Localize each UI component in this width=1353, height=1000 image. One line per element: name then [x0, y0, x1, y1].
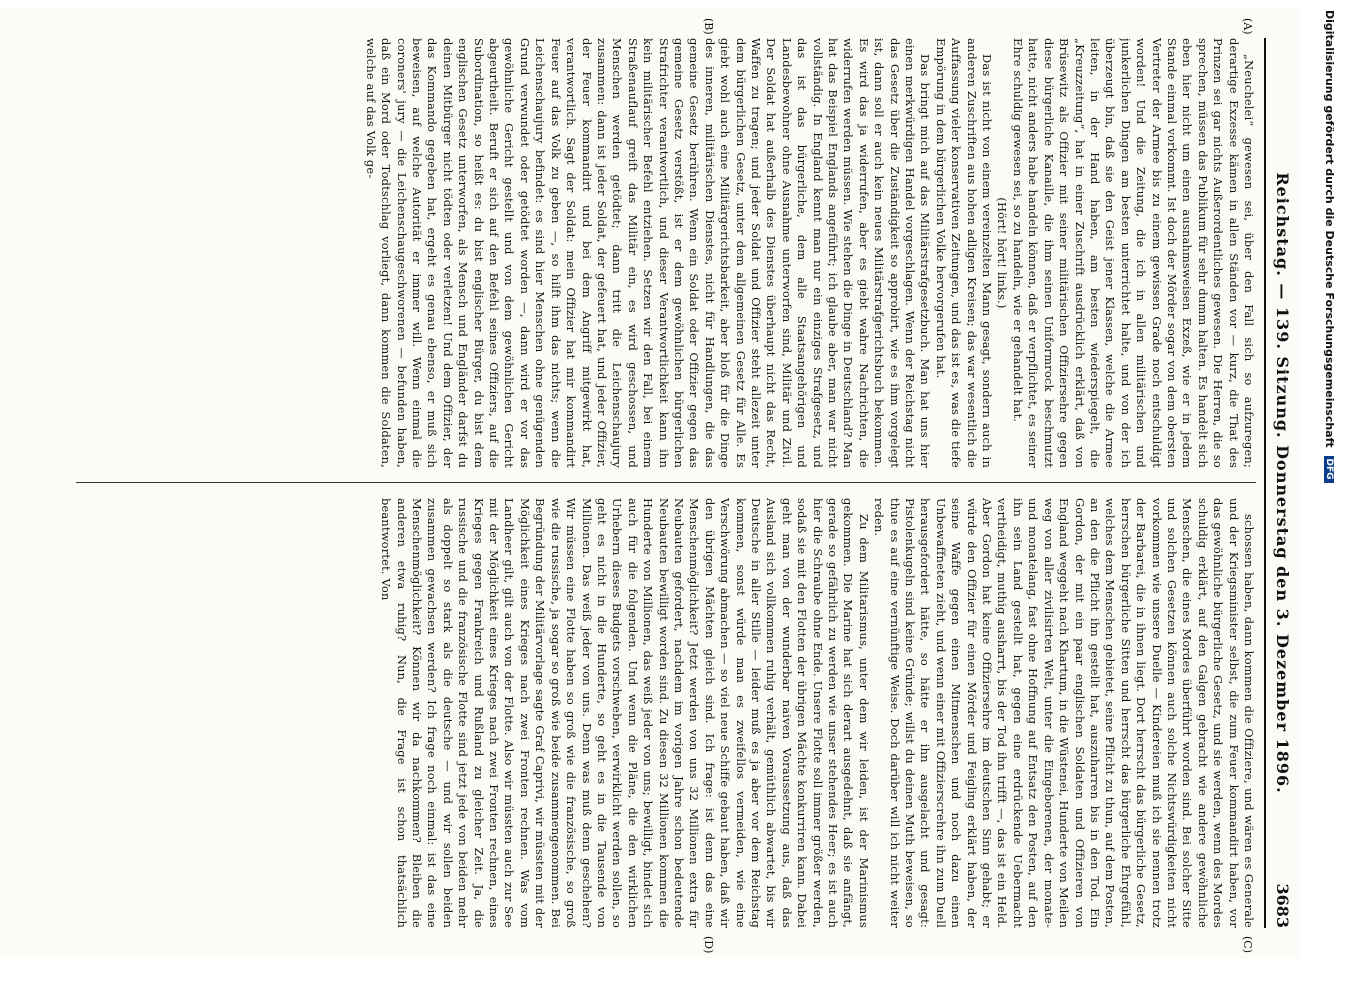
- left-column: [76, 38, 1256, 468]
- digitization-text: Digitalisierung gefördert durch die Deutsche Forschungsgemeinschaft: [1323, 10, 1336, 448]
- paragraph: „Neuchelei“ gewesen sei, über den Fall sich so aufzuregen; derartige Exzesse kämen in allen Ständen vor — kurz, die That des Prinzen sei gar nichts Außerordentliches gewesen. Die Herren, die so sprechen, müssen das Publikum für sehr dumm halten. Es handelt sich eben hier nicht um einen ausnahmsweisen Exzeß, wie er in jedem Stande einmal vorkommt. Ist doch der Mörder sogar von dem obersten Vertreter der Armee bis zu einem gewissen Grade noch entschuldigt worden! Und die Zeitung, die ich in allen militärischen und junkerlichen Dingen am besten unterrichtet halte, und von der ich überzeugt bin, daß sie den Geist jener Klassen, welche die Armee leiten, in der Hand haben, am besten wiederspiegelt, die „Kreuzzeitung“, hat in einer Zuschrift ausdrücklich erklärt, daß von Brüsewitz als Offizier mit seiner militärischen Offiziersehre gegen diese bürgerliche Kanaille, die ihm seinen Uniformrock beschmutzt hatte, nicht anders habe handeln können, daß er verpflichtet, es seiner Ehre schuldig gewesen sei, so zu handeln, wie er gehandelt hat.: [1010, 38, 1256, 468]
- margin-marker-d: (D): [702, 936, 715, 954]
- column-divider: [76, 482, 1256, 483]
- page-title: Reichstag. — 139. Sitzung. Donnerstag den 3. Dezember 1896.: [1273, 172, 1292, 794]
- page-header: [1262, 38, 1292, 928]
- paragraph: Das ist nicht von einem vereinzelten Mann gesagt, sondern auch in anderen Zuschriften aus hohen adligen Kreisen; das war wesentlich die Auffassung vieler konservativen Zeitungen, und das ist es, was die tiefe Empörung in dem bürgerlichen Volke hervorgerufen hat.: [933, 38, 995, 468]
- margin-marker-b: (B): [702, 18, 715, 35]
- digitization-note: [1322, 10, 1336, 990]
- right-column: [76, 498, 1256, 928]
- dfg-logo: DFG: [1324, 456, 1334, 483]
- interjection: (Hört! hört! links.): [995, 197, 1010, 309]
- paragraph: Das bringt mich auf das Militärstrafgesetzbuch. Man hat uns hier einen merkwürdigen Handel vorgeschlagen. Wenn der Reichstag nicht das Gesetz über die Zuständigkeit so approbirt, wie es ihm vorgelegt ist, dann soll er auch kein neues Militärstrafgerichtsbuch bekommen. Es wird das ja widerrufen, aber es giebt wahre Nachrichten, die widerrufen werden müssen. Wie stehen die Dinge in Deutschland? Man hat das Beispiel Englands angeführt; ich glaube aber, man war nicht vollständig. In England kennt man nur ein einziges Strafgesetz, und das ist das bürgerliche, dem alle Staatsangehörigen und Landesbewohner ohne Ausnahme unterworfen sind, Militär und Zivil. Der Soldat hat außerhalb des Dienstes überhaupt nicht das Recht, Waffen zu tragen; und jeder Soldat und Offizier steht allezeit unter dem bürgerlichen Gesetz, unter dem allgemeinen Gesetz für Alle. Es giebt wohl auch eine Militärgerichtsbarkeit, aber bloß für die Dinge des inneren, militärischen Dienstes, nicht für Handlungen, die das gemeine Gesetz berühren. Wenn ein Soldat oder Offizier gegen das gemeine Gesetz verstößt, ist er dem gewöhnlichen bürgerlichen Strafrichter verantwortlich, und dieser Verantwortlichkeit kann ihn kein militärischer Befehl entziehen. Setzen wir den Fall, bei einem Straßenauflauf greift das Militär ein, es wird geschossen, und Menschen werden getödtet; dann tritt die Leichenschaujury zusammen: dann ist jeder Soldat, der gefeuert hat, und jeder Offizier, der Feuer kommandirt und bei dem Angriff mitgewirkt hat, verantwortlich. Sagt der Soldat: mein Offizier hat mir kommandirt Feuer auf das Volk zu geben —, so hilft ihm das nichts; wenn die Leichenschaujury befindet: es sind hier Menschen ohne genügenden Grund verwundet oder getödtet worden —, dann wird er vor das gewöhnliche Gericht gestellt und von dem gewöhnlichen Gericht abgeurtheilt. Beruft er sich auf den Befehl seines Offiziers, auf die Subordination, so heißt es: du bist englischer Bürger, du bist dem englischen Gesetz unterworfen, als Mensch und Engländer darfst du deinen Mitbürger nicht tödten oder verletzen! Und dem Offizier, der das Kommando gegeben hat, ergeht es genau ebenso, er muß sich beweisen, auf welche Autorität er immer will. Wenn einmal die coroners' jury — die Leichenschaugeschworenen — befunden haben, daß ein Mord oder Todtschlag vorliegt, dann kommen die Soldaten, welche auf das Volk ge-: [363, 38, 933, 468]
- margin-marker-c: (C): [1241, 936, 1254, 953]
- paragraph: schossen haben, dann kommen die Offiziere, und wären es Generale und der Kriegsminister selbst, die zum Feuer kommandirt haben, vor das gewöhnliche bürgerliche Gesetz, und sie werden, wenn des Mordes schuldig erklärt, auf den Galgen gebracht wie andere gewöhnliche Menschen, die eines Mordes überführt worden sind. Bei solcher Sitte und solchen Gesetzen können auch solche Nichtswürdigkeiten nicht vorkommen wie unsere Duelle — Kindereien muß ich sie nennen trotz der Barbarei, die in ihnen liegt. Dort herrscht das bürgerliche Gesetz, herrschen bürgerliche Sitten und herrscht das bürgerliche Ehrgefühl, welches dem Menschen gebietet, seine Pflicht zu thun, auf dem Posten, an den die Pflicht ihn gestellt hat, auszuharren bis in den Tod. Ein Gordon, der mit ein paar englischen Soldaten und Offizieren von England weggeht nach Khartum, in die Wüstenei, Hunderte von Meilen weg von aller zivilisirten Welt, unter die Eingeborenen, der monate- und monatelang, fast ohne Hoffnung auf Entsatz den Posten, auf den ihn sein Land gestellt hat, gegen eine erdrückende Uebermacht vertheidigt, muthig ausharrt, bis der Tod ihn trifft —, das ist ein Held. Aber Gordon hat keine Offiziersehre im deutschen Sinn gehabt; er würde den Offizier für einen Mörder und Feigling erklärt haben, der seine Waffe gegen einen Mitmenschen und noch dazu einen Unbewaffneten zieht, und wenn einer mit Offizierscrehre ihn zum Duell herausgefordert hätte, so hätte er ihn ausgelacht und gesagt: Pistolenkugeln sind keine Gründe; willst du deinen Muth beweisen, so thue es auf eine vernünftige Weise. Doch darüber will ich nicht weiter reden.: [872, 498, 1256, 928]
- scanned-page: [0, 8, 1300, 958]
- header-rule: [1264, 38, 1266, 928]
- paragraph: Zu dem Militarismus, unter dem wir leiden, ist der Marinismus gekommen. Die Marine hat sich derart ausgedehnt, daß sie anfängt, gerade so gefährlich zu werden wie unser stehendes Heer; es ist auch hier die Schraube ohne Ende. Unsere Flotte soll immer größer werden, sodaß sie mit den Flotten der übrigen Mächte konkurriren kann. Dabei geht man von der wunderbar naiven Voraussetzung aus, daß das Ausland sich vollkommen ruhig verhält, gemüthlich abwartet, bis wir Deutsche in aller Stille — leider muß es ja aber vor dem Reichstag kommen, sonst würde man es zweifellos vermeiden, wie eine Verschwörung abmachen — so viel neue Schiffe gebaut haben, daß wir den übrigen Mächten gleich sind. Ich frage: ist denn das eine Menschenmöglichkeit? Jetzt werden von uns 32 Millionen extra für Neubauten gefordert, nachdem im vorigen Jahre schon bedeutende Neubauten bewilligt worden sind. Zu diesen 32 Millionen kommen die Hunderte von Millionen, das weiß jeder von uns; bewilligt, bindet sich auch für die folgenden. Und wenn die Pläne, die den wirklichen Urhebern dieses Budgets vorschweben, verwirklicht werden sollen, so geht es nicht in die Hunderte, so geht es in die Tausende von Millionen. Das weiß jeder von uns. Denn was muß denn geschehen? Wir müssen eine Flotte haben so groß wie die französische, so groß wie die russische, ja sogar so groß wie beide zusammengenommen. Bei Begründung der Militärvorlage sagte Graf Caprivi, wir müssten mit der Möglichkeit eines Krieges nach zwei Fronten rechnen. Was vom Landheer gilt, gilt auch von der Flotte. Also wir müssten auch zur See mit der Möglichkeit eines Krieges nach zwei Fronten rechnen, eines Krieges gegen Frankreich und Rußland zu gleicher Zeit. Ja, die russische und die französische Flotte sind jetzt jede von beiden mehr als doppelt so stark als die deutsche — und wir sollen beiden zusammen gewachsen werden? Ich frage noch einmal: ist das eine Menschenmöglichkeit? Können wir da nachkommen? Bleiben die anderen etwa ruhig? Nun, die Frage ist schon thatsächlich beantwortet. Von: [379, 498, 871, 928]
- page-number: 3683: [1273, 883, 1292, 928]
- margin-marker-a: (A): [1241, 18, 1254, 35]
